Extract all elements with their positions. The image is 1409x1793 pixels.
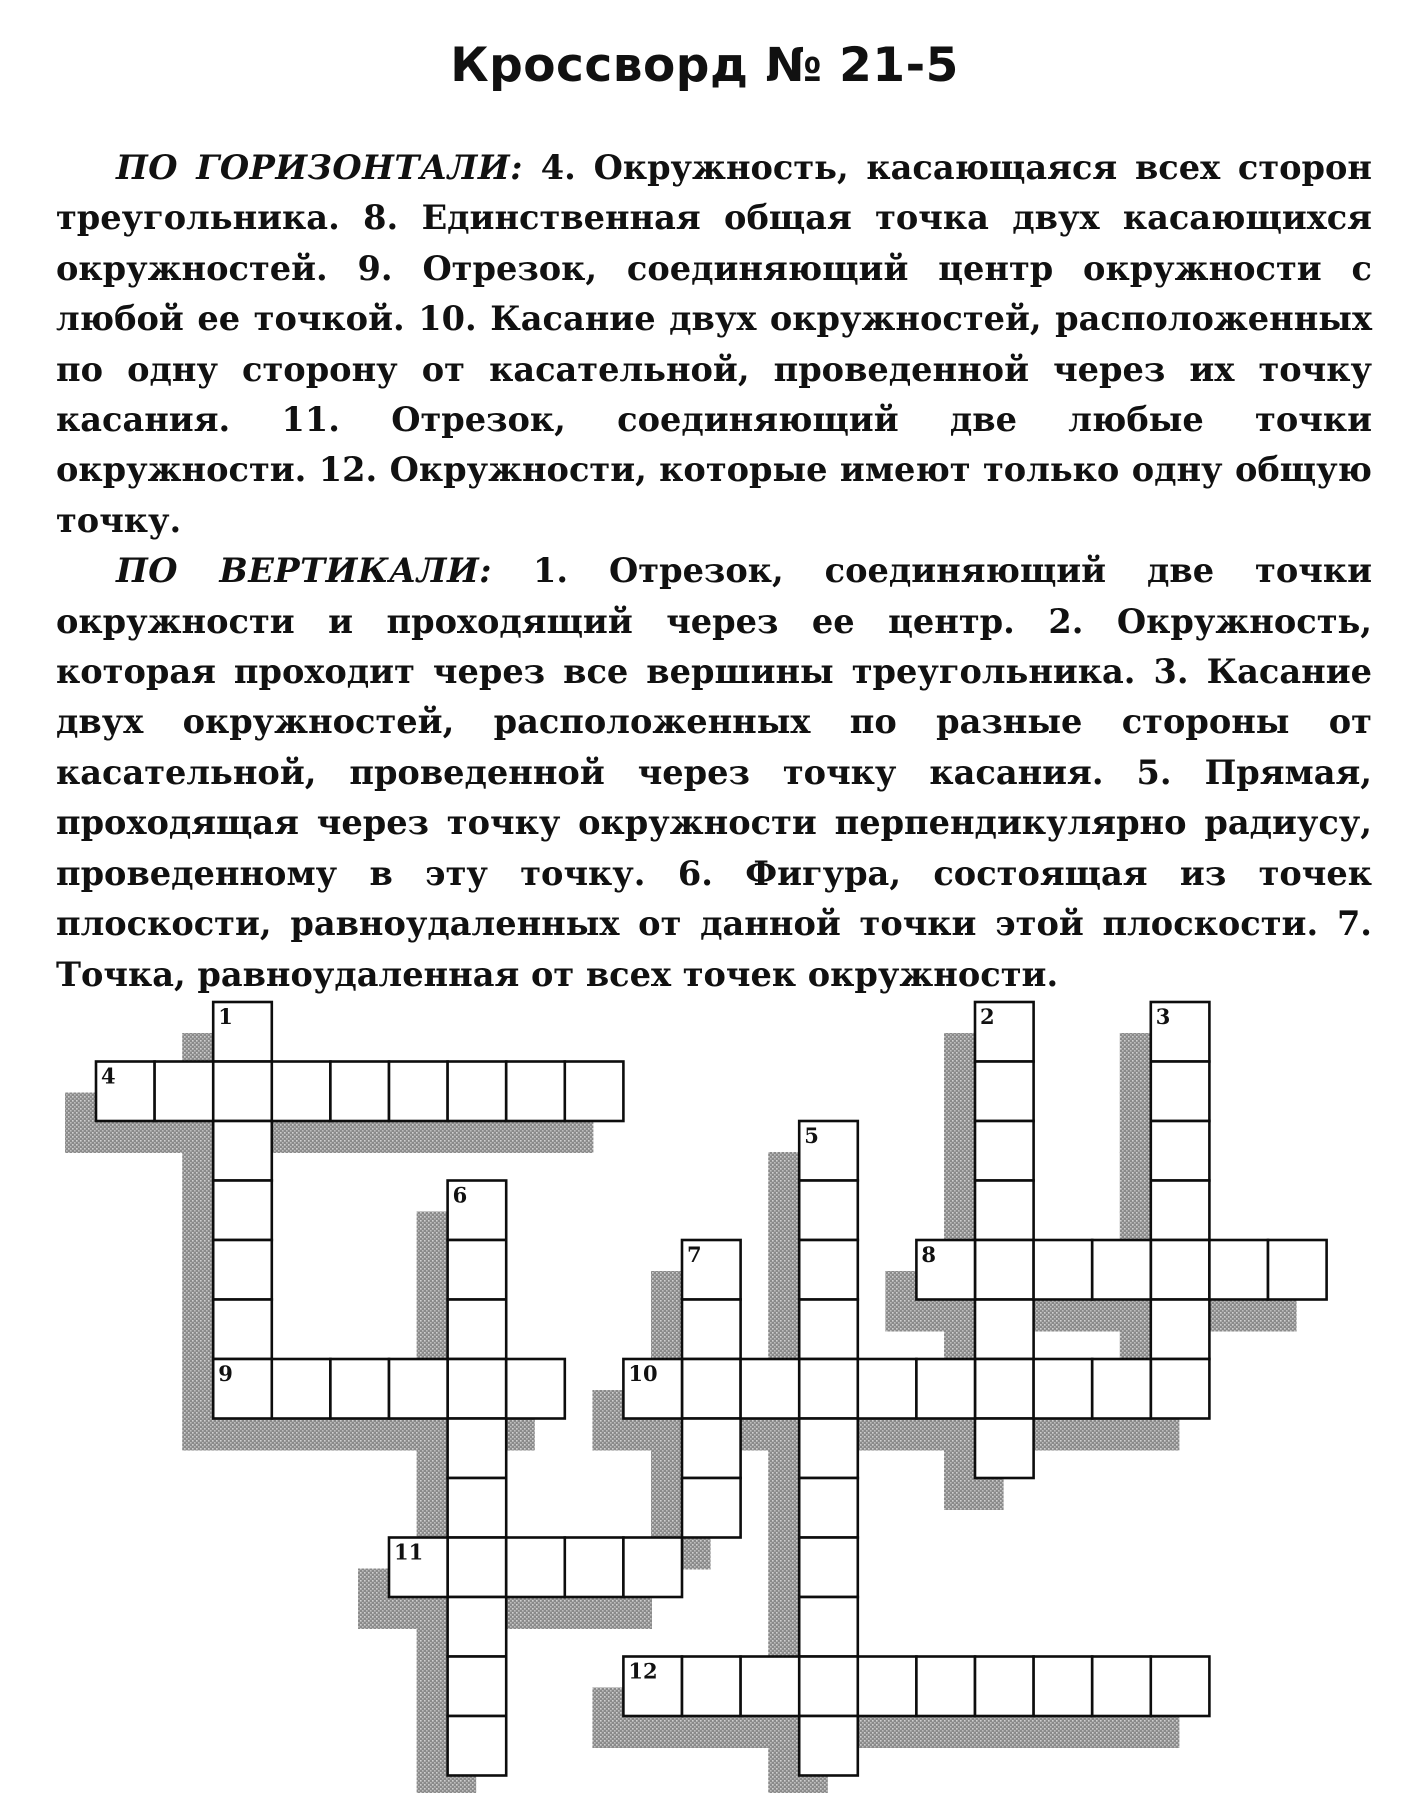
grid-cell[interactable] (799, 1657, 858, 1717)
grid-cell[interactable] (916, 1359, 975, 1419)
grid-cell[interactable] (213, 1062, 272, 1122)
grid-cell[interactable] (565, 1062, 624, 1122)
grid-cell[interactable] (448, 1657, 507, 1717)
grid-cell[interactable] (1151, 1181, 1210, 1241)
clue-number: 4. (540, 147, 576, 187)
clue-text: Окружность, касающаяся всех сторон треугольника. (56, 147, 1372, 238)
grid-cell[interactable] (799, 1181, 858, 1241)
clue-number-label: 8 (921, 1242, 937, 1267)
grid-cell[interactable] (975, 1300, 1034, 1360)
grid-cell[interactable] (1151, 1359, 1210, 1419)
grid-cell[interactable] (1151, 1121, 1210, 1181)
grid-cell[interactable] (448, 1240, 507, 1300)
grid-cell[interactable] (1034, 1359, 1093, 1419)
grid-cell[interactable] (682, 1657, 741, 1717)
grid-cell[interactable] (1034, 1657, 1093, 1717)
clue-number: 5. (1136, 751, 1172, 792)
grid-cell[interactable] (448, 1300, 507, 1360)
grid-cell[interactable] (213, 1181, 272, 1241)
grid-cell[interactable] (1151, 1240, 1210, 1300)
grid-cell[interactable] (448, 1419, 507, 1479)
grid-cell[interactable] (565, 1538, 624, 1598)
grid-cell[interactable] (213, 1121, 272, 1181)
clue-text: Отрезок, соединяющий центр окружности с любой ее точкой. (56, 247, 1372, 339)
grid-cell[interactable] (975, 1657, 1034, 1717)
clue-text: Касание двух окружностей, расположенных по одну сторону от касательной, проведенной через их точку касания. (56, 298, 1372, 440)
grid-cell[interactable] (389, 1062, 448, 1122)
grid-cell[interactable] (1268, 1240, 1327, 1300)
clue-number-label: 7 (687, 1242, 702, 1267)
clue-number: 8. (363, 197, 399, 238)
grid-cell[interactable] (682, 1359, 741, 1419)
grid-cell[interactable] (389, 1359, 448, 1419)
grid-cell[interactable] (975, 1121, 1034, 1181)
clue-number-label: 3 (1155, 1004, 1171, 1029)
grid-cell[interactable] (448, 1716, 507, 1776)
grid-cell[interactable] (1151, 1300, 1210, 1360)
clue-text: Единственная общая точка двух касающихся окружностей. (56, 197, 1372, 288)
clue-number: 7. (1336, 903, 1372, 944)
grid-cell[interactable] (975, 1181, 1034, 1241)
clue-text: Окружность, которая проходит через все вершины треугольника. (56, 600, 1372, 692)
grid-cell[interactable] (799, 1478, 858, 1538)
clue-number: 10. (418, 298, 477, 339)
grid-cell[interactable] (799, 1359, 858, 1419)
grid-cell[interactable] (448, 1478, 507, 1538)
clue-number: 11. (281, 399, 340, 440)
grid-cell[interactable] (975, 1419, 1034, 1479)
grid-cell[interactable] (975, 1062, 1034, 1122)
grid-cell[interactable] (448, 1062, 507, 1122)
clue-number: 1. (533, 550, 569, 591)
grid-cell[interactable] (155, 1062, 214, 1122)
grid-cell[interactable] (682, 1419, 741, 1479)
clue-number-label: 2 (980, 1004, 995, 1029)
grid-cell[interactable] (799, 1597, 858, 1657)
clue-text: Отрезок, соединяющий две любые точки окружности. (56, 399, 1372, 490)
grid-cell[interactable] (1092, 1240, 1151, 1300)
clue-number-label: 5 (804, 1123, 819, 1148)
grid-cell[interactable] (975, 1240, 1034, 1300)
grid-cell[interactable] (1092, 1359, 1151, 1419)
grid-cell[interactable] (799, 1419, 858, 1479)
clue-text: Прямая, проходящая через точку окружности перпендикулярно радиусу, проведенному в эту точку. (56, 751, 1372, 893)
grid-cell[interactable] (741, 1359, 800, 1419)
clue-text: Фигура, состоящая из точек плоскости, равноудаленных от данной точки этой плоскости. (56, 852, 1372, 944)
page-title: Кроссворд № 21-5 (450, 38, 959, 93)
clue-number-label: 4 (101, 1063, 116, 1089)
clue-number-label: 9 (218, 1361, 233, 1386)
grid-cell[interactable] (506, 1062, 565, 1122)
grid-cell[interactable] (213, 1240, 272, 1300)
grid-cell[interactable] (975, 1359, 1034, 1419)
clue-number: 12. (318, 449, 378, 490)
grid-cell[interactable] (799, 1716, 858, 1776)
grid-cell[interactable] (1151, 1657, 1210, 1717)
grid-cell[interactable] (213, 1300, 272, 1360)
grid-cell[interactable] (799, 1300, 858, 1360)
clue-number: 2. (1048, 600, 1084, 641)
clue-number: 3. (1153, 651, 1189, 692)
grid-cell[interactable] (1034, 1240, 1093, 1300)
grid-cell[interactable] (448, 1597, 507, 1657)
clue-text: Касание двух окружностей, расположенных по разные стороны от касательной, проведенной через точку касания. (56, 651, 1372, 792)
clue-number-label: 1 (218, 1004, 233, 1029)
clue-number: 6. (677, 852, 713, 893)
clue-number: 9. (357, 247, 393, 288)
grid-cell[interactable] (799, 1240, 858, 1300)
grid-cell[interactable] (799, 1538, 858, 1598)
grid-cell[interactable] (682, 1300, 741, 1360)
clue-text: Окружности, которые имеют только одну общую точку. (56, 449, 1372, 540)
grid-cell[interactable] (1209, 1240, 1268, 1300)
grid-cell[interactable] (682, 1478, 741, 1538)
grid-cell[interactable] (272, 1359, 331, 1419)
grid-cell[interactable] (448, 1538, 507, 1598)
clue-text: Отрезок, соединяющий две точки окружности и проходящий через ее центр. (56, 550, 1372, 641)
across-heading: ПО ГОРИЗОНТАЛИ: (116, 147, 523, 187)
clue-text: Точка, равноудаленная от всех точек окружности. (56, 953, 1059, 994)
grid-cell[interactable] (916, 1657, 975, 1717)
grid-cell[interactable] (1151, 1062, 1210, 1122)
grid-cell[interactable] (1092, 1657, 1151, 1717)
clue-number-label: 11 (394, 1539, 424, 1565)
grid-cell[interactable] (272, 1062, 331, 1122)
grid-cell[interactable] (448, 1359, 507, 1419)
down-heading: ПО ВЕРТИКАЛИ: (116, 550, 493, 591)
grid-cell[interactable] (330, 1062, 389, 1122)
grid-cell[interactable] (858, 1657, 917, 1717)
grid-cell[interactable] (858, 1359, 917, 1419)
grid-cell[interactable] (506, 1359, 565, 1419)
grid-cell[interactable] (506, 1538, 565, 1598)
grid-cell[interactable] (330, 1359, 389, 1419)
grid-cell[interactable] (623, 1538, 682, 1598)
clue-number-label: 10 (628, 1361, 658, 1386)
clue-number-label: 12 (628, 1658, 658, 1684)
grid-cell[interactable] (741, 1657, 800, 1717)
clue-number-label: 6 (452, 1182, 468, 1208)
